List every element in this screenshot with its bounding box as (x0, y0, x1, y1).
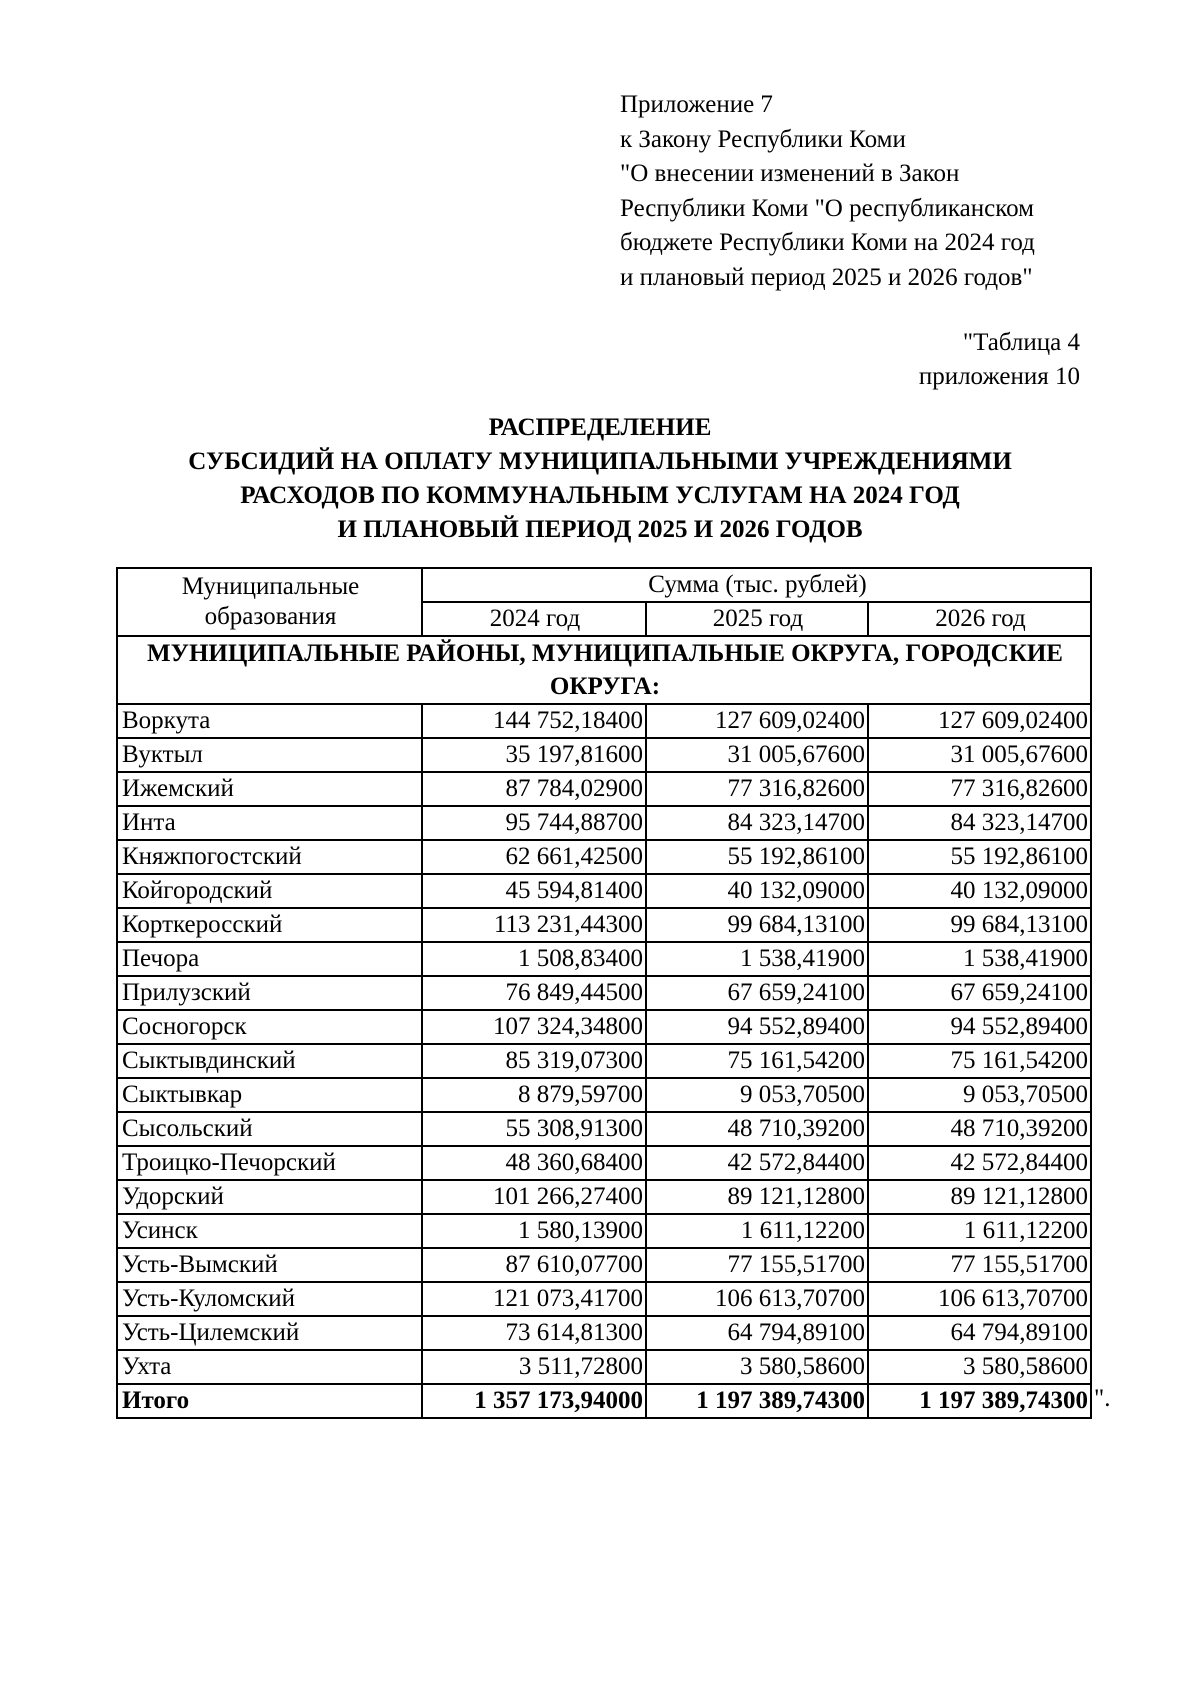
total-label: Итого (117, 1384, 422, 1418)
amount-cell: 77 155,51700 (868, 1248, 1091, 1282)
year-header: 2024 год (422, 602, 646, 636)
amount-cell: 87 610,07700 (422, 1248, 646, 1282)
appendix-line: "О внесении изменений в Закон (620, 160, 960, 187)
amount-cell: 31 005,67600 (646, 738, 868, 772)
municipality-name: Усинск (117, 1214, 422, 1248)
municipality-name: Ухта (117, 1350, 422, 1384)
amount-cell: 64 794,89100 (646, 1316, 868, 1350)
table-row (117, 1282, 1091, 1316)
amount-cell: 31 005,67600 (868, 738, 1091, 772)
title-line: И ПЛАНОВЫЙ ПЕРИОД 2025 И 2026 ГОДОВ (337, 516, 863, 543)
year-header: 2025 год (646, 602, 868, 636)
table-row (117, 908, 1091, 942)
appendix-line: бюджете Республики Коми на 2024 год (620, 229, 1035, 256)
amount-cell: 1 538,41900 (646, 942, 868, 976)
amount-cell: 48 710,39200 (868, 1112, 1091, 1146)
total-row (117, 1384, 1091, 1418)
table-row (117, 704, 1091, 738)
table-row (117, 1316, 1091, 1350)
amount-cell: 55 192,86100 (868, 840, 1091, 874)
municipality-name: Ижемский (117, 772, 422, 806)
amount-cell: 77 316,82600 (868, 772, 1091, 806)
amount-cell: 48 710,39200 (646, 1112, 868, 1146)
amount-cell: 89 121,12800 (646, 1180, 868, 1214)
amount-cell: 127 609,02400 (646, 704, 868, 738)
amount-cell: 85 319,07300 (422, 1044, 646, 1078)
sum-column-header: Сумма (тыс. рублей) (422, 568, 1091, 602)
appendix-line: к Закону Республики Коми (620, 125, 906, 153)
table-row (117, 1010, 1091, 1044)
amount-cell: 9 053,70500 (646, 1078, 868, 1112)
closing-quote: ". (1094, 1385, 1111, 1412)
table-row (117, 738, 1091, 772)
appendix-line: Приложение 7 (620, 91, 773, 118)
municipality-name: Сыктывдинский (117, 1044, 422, 1078)
subsidy-table (116, 567, 1092, 1419)
amount-cell: 1 538,41900 (868, 942, 1091, 976)
municipality-name: Усть-Куломский (117, 1282, 422, 1316)
amount-cell: 1 611,12200 (646, 1214, 868, 1248)
municipality-name: Усть-Цилемский (117, 1316, 422, 1350)
section-row (117, 636, 1091, 704)
appendix-header (620, 88, 1035, 295)
amount-cell: 40 132,09000 (646, 874, 868, 908)
amount-cell: 101 266,27400 (422, 1180, 646, 1214)
amount-cell: 94 552,89400 (646, 1010, 868, 1044)
amount-cell: 35 197,81600 (422, 738, 646, 772)
amount-cell: 1 611,12200 (868, 1214, 1091, 1248)
table-row (117, 874, 1091, 908)
amount-cell: 55 192,86100 (646, 840, 868, 874)
amount-cell: 1 508,83400 (422, 942, 646, 976)
municipality-name: Печора (117, 942, 422, 976)
municipality-name: Воркута (117, 704, 422, 738)
amount-cell: 75 161,54200 (868, 1044, 1091, 1078)
table-row (117, 1112, 1091, 1146)
table-row (117, 1146, 1091, 1180)
table-reference (919, 326, 1080, 394)
municipality-name: Прилузский (117, 976, 422, 1010)
amount-cell: 121 073,41700 (422, 1282, 646, 1316)
amount-cell: 1 580,13900 (422, 1214, 646, 1248)
table-row (117, 1350, 1091, 1384)
table-row (117, 1078, 1091, 1112)
amount-cell: 62 661,42500 (422, 840, 646, 874)
table-row (117, 942, 1091, 976)
amount-cell: 87 784,02900 (422, 772, 646, 806)
amount-cell: 3 580,58600 (868, 1350, 1091, 1384)
title-line: РАСПРЕДЕЛЕНИЕ (488, 414, 712, 441)
amount-cell: 48 360,68400 (422, 1146, 646, 1180)
table-header-row (117, 568, 1091, 602)
amount-cell: 8 879,59700 (422, 1078, 646, 1112)
amount-cell: 95 744,88700 (422, 806, 646, 840)
amount-cell: 77 155,51700 (646, 1248, 868, 1282)
document-title (0, 411, 1200, 547)
municipality-name: Сыктывкар (117, 1078, 422, 1112)
amount-cell: 9 053,70500 (868, 1078, 1091, 1112)
amount-cell: 42 572,84400 (646, 1146, 868, 1180)
municipality-name: Удорский (117, 1180, 422, 1214)
amount-cell: 89 121,12800 (868, 1180, 1091, 1214)
amount-cell: 67 659,24100 (646, 976, 868, 1010)
amount-cell: 127 609,02400 (868, 704, 1091, 738)
amount-cell: 40 132,09000 (868, 874, 1091, 908)
municipality-name: Усть-Вымский (117, 1248, 422, 1282)
amount-cell: 64 794,89100 (868, 1316, 1091, 1350)
amount-cell: 45 594,81400 (422, 874, 646, 908)
amount-cell: 84 323,14700 (646, 806, 868, 840)
table-row (117, 840, 1091, 874)
municipality-column-header: Муниципальные образования (117, 568, 422, 636)
amount-cell: 73 614,81300 (422, 1316, 646, 1350)
amount-cell: 55 308,91300 (422, 1112, 646, 1146)
amount-cell: 99 684,13100 (646, 908, 868, 942)
table-row (117, 976, 1091, 1010)
total-amount: 1 357 173,94000 (422, 1384, 646, 1418)
amount-cell: 144 752,18400 (422, 704, 646, 738)
table-row (117, 1248, 1091, 1282)
table-row (117, 806, 1091, 840)
municipality-name: Корткеросский (117, 908, 422, 942)
amount-cell: 67 659,24100 (868, 976, 1091, 1010)
title-line: СУБСИДИЙ НА ОПЛАТУ МУНИЦИПАЛЬНЫМИ УЧРЕЖДЕНИЯМИ (188, 448, 1012, 475)
amount-cell: 42 572,84400 (868, 1146, 1091, 1180)
municipality-name: Койгородский (117, 874, 422, 908)
table-reference-line: приложения 10 (918, 363, 1080, 390)
appendix-line: и плановый период 2025 и 2026 годов" (620, 263, 1033, 291)
municipality-name: Троицко-Печорский (117, 1146, 422, 1180)
municipality-name: Инта (117, 806, 422, 840)
amount-cell: 106 613,70700 (646, 1282, 868, 1316)
amount-cell: 107 324,34800 (422, 1010, 646, 1044)
year-header: 2026 год (868, 602, 1091, 636)
amount-cell: 113 231,44300 (422, 908, 646, 942)
municipality-name: Вуктыл (117, 738, 422, 772)
amount-cell: 76 849,44500 (422, 976, 646, 1010)
amount-cell: 99 684,13100 (868, 908, 1091, 942)
appendix-line: Республики Коми "О республиканском (620, 194, 1034, 222)
amount-cell: 75 161,54200 (646, 1044, 868, 1078)
table-row (117, 1044, 1091, 1078)
table-row (117, 1214, 1091, 1248)
amount-cell: 77 316,82600 (646, 772, 868, 806)
section-title: МУНИЦИПАЛЬНЫЕ РАЙОНЫ, МУНИЦИПАЛЬНЫЕ ОКРУГА, ГОРОДСКИЕ ОКРУГА: (117, 636, 1091, 704)
amount-cell: 84 323,14700 (868, 806, 1091, 840)
amount-cell: 94 552,89400 (868, 1010, 1091, 1044)
total-amount: 1 197 389,74300 (868, 1384, 1091, 1418)
table-row (117, 1180, 1091, 1214)
title-line: РАСХОДОВ ПО КОММУНАЛЬНЫМ УСЛУГАМ НА 2024 ГОД (240, 482, 960, 509)
table-row (117, 772, 1091, 806)
amount-cell: 3 580,58600 (646, 1350, 868, 1384)
municipality-name: Сысольский (117, 1112, 422, 1146)
amount-cell: 3 511,72800 (422, 1350, 646, 1384)
municipality-name: Княжпогостский (117, 840, 422, 874)
amount-cell: 106 613,70700 (868, 1282, 1091, 1316)
table-reference-line: "Таблица 4 (962, 329, 1080, 356)
municipality-name: Сосногорск (117, 1010, 422, 1044)
total-amount: 1 197 389,74300 (646, 1384, 868, 1418)
